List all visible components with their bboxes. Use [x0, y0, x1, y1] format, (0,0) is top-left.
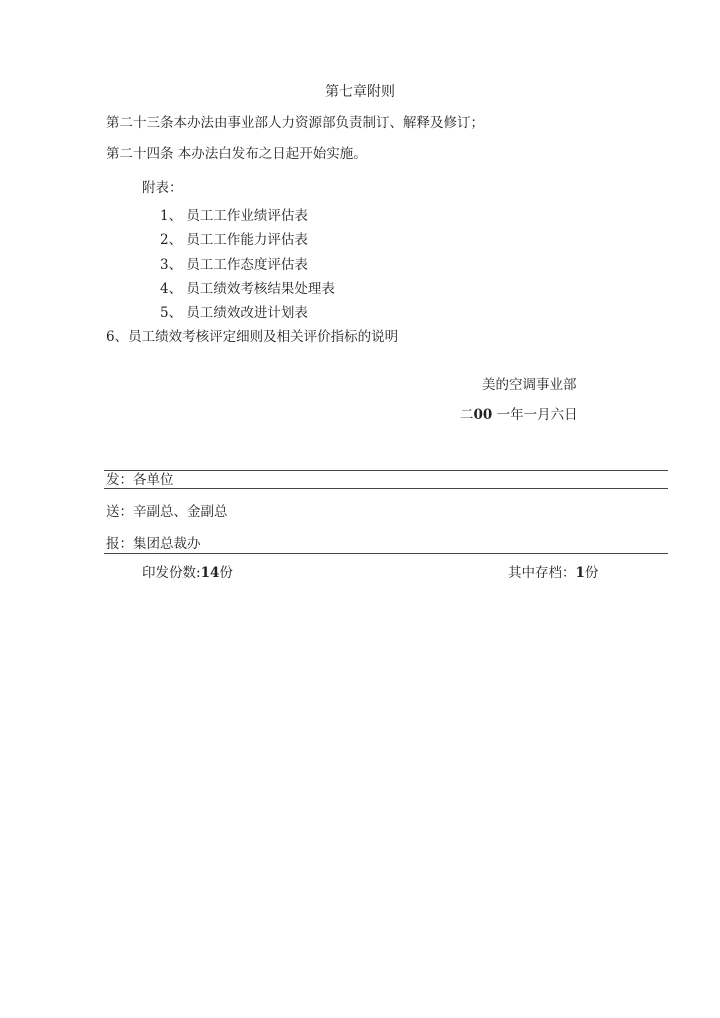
appendix-item-5: 5、 员工绩效改进计划表: [160, 305, 308, 321]
divider-top: [104, 470, 668, 471]
copies-unit: 份: [219, 565, 233, 581]
copies-label: 印发份数:: [142, 565, 201, 581]
chapter-title: 第七章附则: [325, 84, 395, 100]
divider-issue: [104, 488, 668, 489]
date-prefix: 二: [460, 407, 474, 423]
distribution-issue: 发：各单位: [106, 472, 174, 488]
appendix-item-4: 4、 员工绩效考核结果处理表: [160, 281, 335, 297]
distribution-report: 报：集团总裁办: [106, 536, 201, 552]
appendix-item-1: 1、 员工工作业绩评估表: [160, 208, 308, 224]
appendix-item-3: 3、 员工工作态度评估表: [160, 257, 308, 273]
copies-value: 14: [200, 565, 220, 581]
copies-count: [142, 564, 233, 582]
archive-value: 1: [575, 565, 585, 581]
signature-org: 美的空调事业部: [482, 377, 577, 393]
article-23: 第二十三条本办法由事业部人力资源部负责制订、解释及修订；: [106, 115, 484, 131]
appendix-label: 附表：: [142, 180, 183, 196]
archive-unit: 份: [584, 565, 599, 581]
archive-label: 其中存档：: [508, 565, 576, 581]
appendix-item-6: 6、员工绩效考核评定细则及相关评价指标的说明: [106, 329, 399, 345]
signature-date: [460, 406, 578, 424]
divider-bottom: [104, 553, 668, 554]
distribution-send: 送：辛副总、金副总: [106, 504, 228, 520]
appendix-item-2: 2、 员工工作能力评估表: [160, 232, 308, 248]
archive-count: [508, 564, 598, 582]
article-24: 第二十四条 本办法白发布之日起开始实施。: [106, 146, 367, 162]
date-year: 00: [473, 407, 493, 423]
date-suffix: 一年一月六日: [492, 407, 578, 423]
